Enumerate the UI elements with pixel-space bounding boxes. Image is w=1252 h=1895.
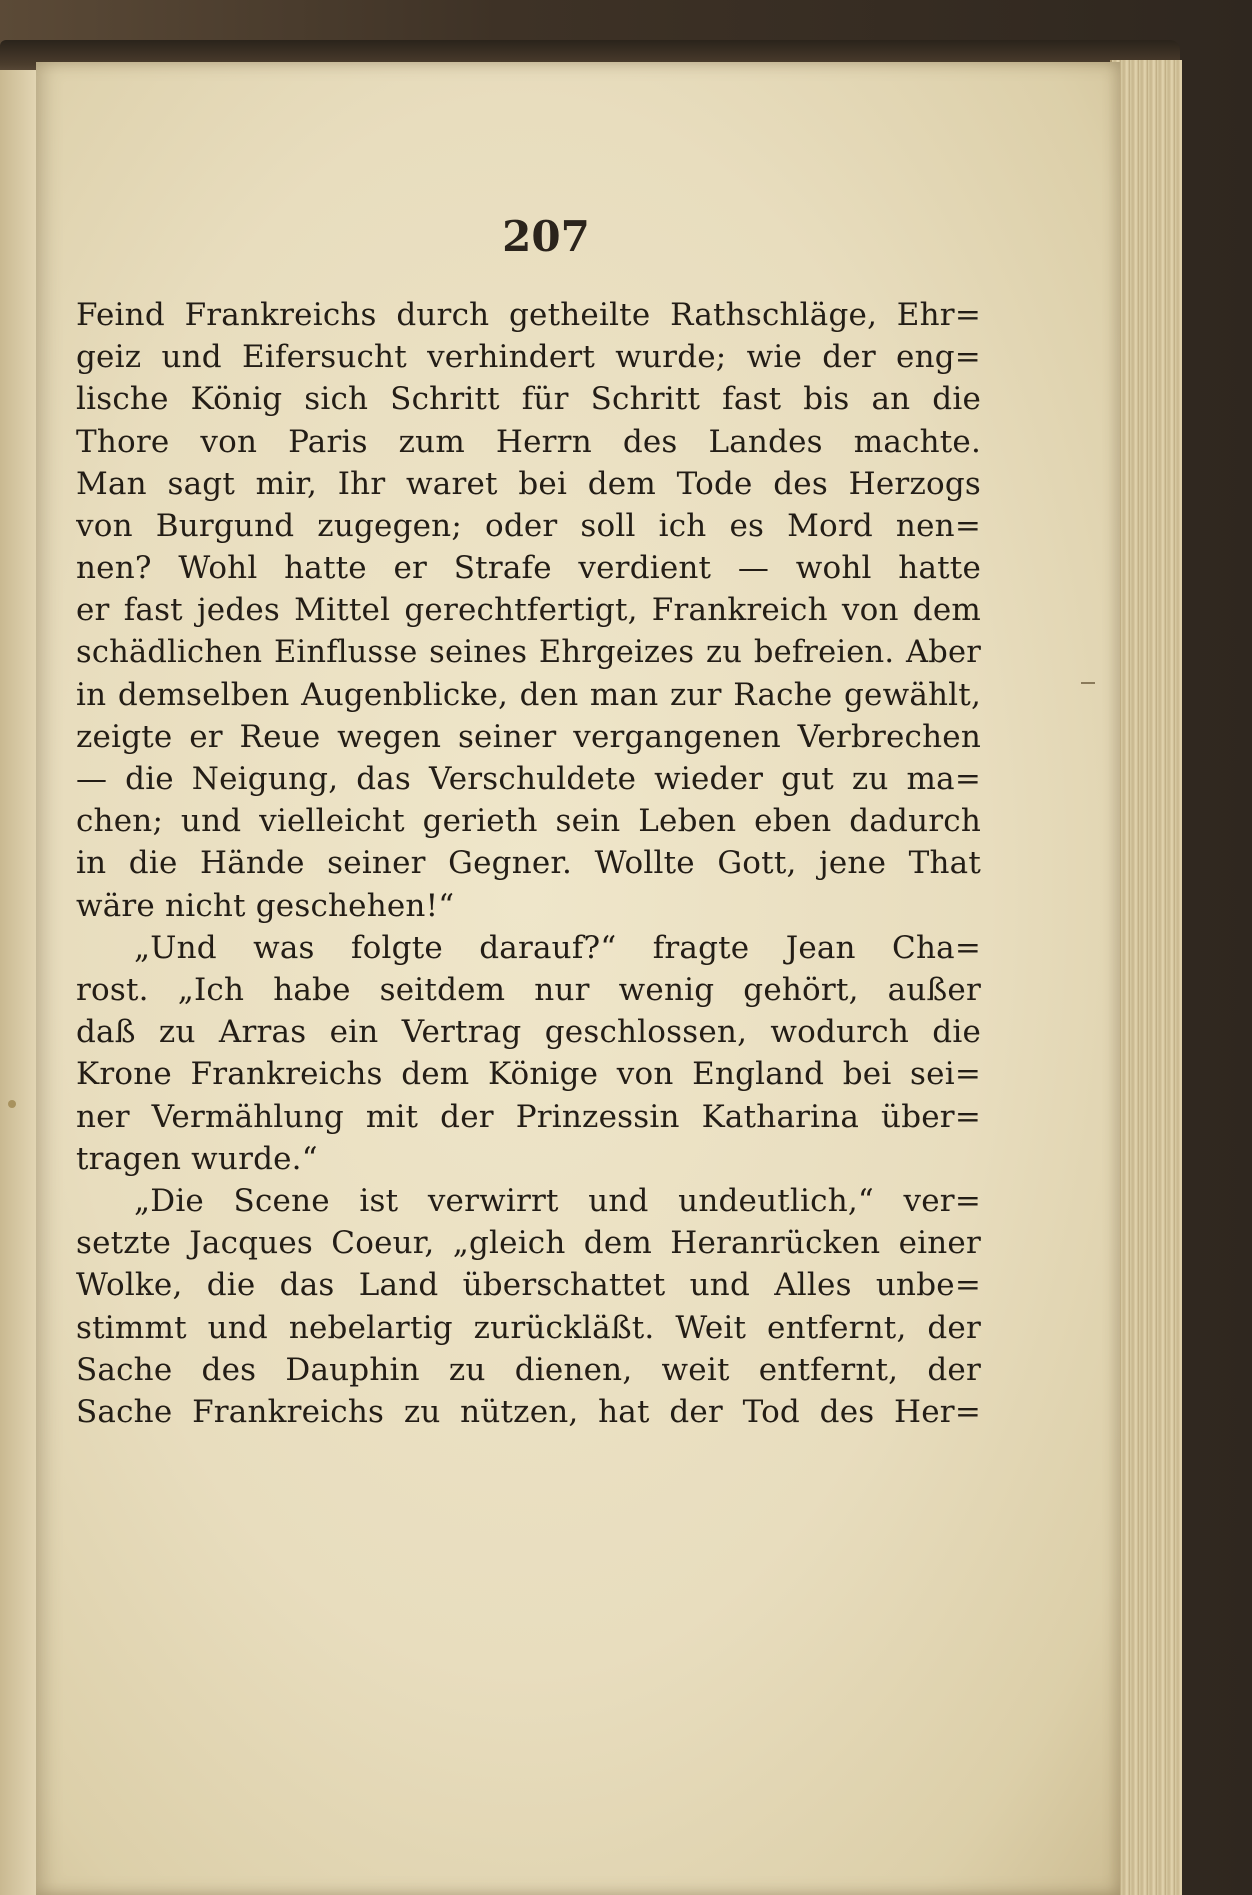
text-line: lische König sich Schritt für Schritt fast bis an die bbox=[76, 381, 981, 418]
page-edges bbox=[1110, 60, 1182, 1895]
text-line: Feind Frankreichs durch getheilte Rathschläge, Ehr= bbox=[76, 297, 981, 333]
text-line: zeigte er Reue wegen seiner vergangenen Verbrechen bbox=[76, 718, 981, 755]
text-line: chen; und vielleicht gerieth sein Leben eben dadurch bbox=[76, 803, 981, 840]
text-line: in demselben Augenblicke, den man zur Rache gewählt, bbox=[76, 676, 981, 713]
text-line: stimmt und nebelartig zurückläßt. Weit entfernt, der bbox=[76, 1309, 981, 1346]
body-text bbox=[76, 294, 981, 1433]
text-line: Krone Frankreichs dem Könige von England bei sei= bbox=[76, 1056, 981, 1093]
text-line: wäre nicht geschehen!“ bbox=[76, 887, 455, 924]
text-line: von Burgund zugegen; oder soll ich es Mord nen= bbox=[76, 507, 981, 544]
text-line: rost. „Ich habe seitdem nur wenig gehört, außer bbox=[76, 972, 981, 1008]
page-number: 207 bbox=[502, 212, 590, 261]
facing-page-edge bbox=[0, 70, 38, 1895]
text-line: er fast jedes Mittel gerechtfertigt, Frankreich von dem bbox=[76, 592, 981, 629]
text-line: Sache Frankreichs zu nützen, hat der Tod des Her= bbox=[76, 1393, 981, 1430]
text-line: — die Neigung, das Verschuldete wieder gut zu ma= bbox=[76, 761, 981, 798]
text-line: Man sagt mir, Ihr waret bei dem Tode des Herzogs bbox=[76, 465, 981, 502]
text-line: daß zu Arras ein Vertrag geschlossen, wodurch die bbox=[76, 1014, 981, 1051]
text-line: Sache des Dauphin zu dienen, weit entfernt, der bbox=[76, 1351, 981, 1388]
text-line: Thore von Paris zum Herrn des Landes machte. bbox=[76, 423, 981, 460]
text-line: nen? Wohl hatte er Strafe verdient — wohl hatte bbox=[76, 550, 981, 587]
text-line: setzte Jacques Coeur, „gleich dem Heranrücken einer bbox=[76, 1225, 981, 1262]
text-line: in die Hände seiner Gegner. Wollte Gott, jene That bbox=[76, 845, 981, 882]
text-line: Wolke, die das Land überschattet und Alles unbe= bbox=[76, 1267, 981, 1304]
text-line: geiz und Eifersucht verhindert wurde; wie der eng= bbox=[76, 339, 981, 376]
text-line: tragen wurde.“ bbox=[76, 1140, 318, 1177]
text-line: „Die Scene ist verwirrt und undeutlich,“ ver= bbox=[134, 1182, 981, 1219]
text-line: schädlichen Einflusse seines Ehrgeizes zu befreien. Aber bbox=[76, 634, 981, 670]
page-smudge bbox=[8, 1100, 16, 1108]
book-page bbox=[36, 62, 1120, 1895]
margin-mark bbox=[1081, 682, 1095, 684]
text-line: ner Vermählung mit der Prinzessin Katharina über= bbox=[76, 1098, 981, 1135]
text-line: „Und was folgte darauf?“ fragte Jean Cha= bbox=[134, 929, 981, 966]
